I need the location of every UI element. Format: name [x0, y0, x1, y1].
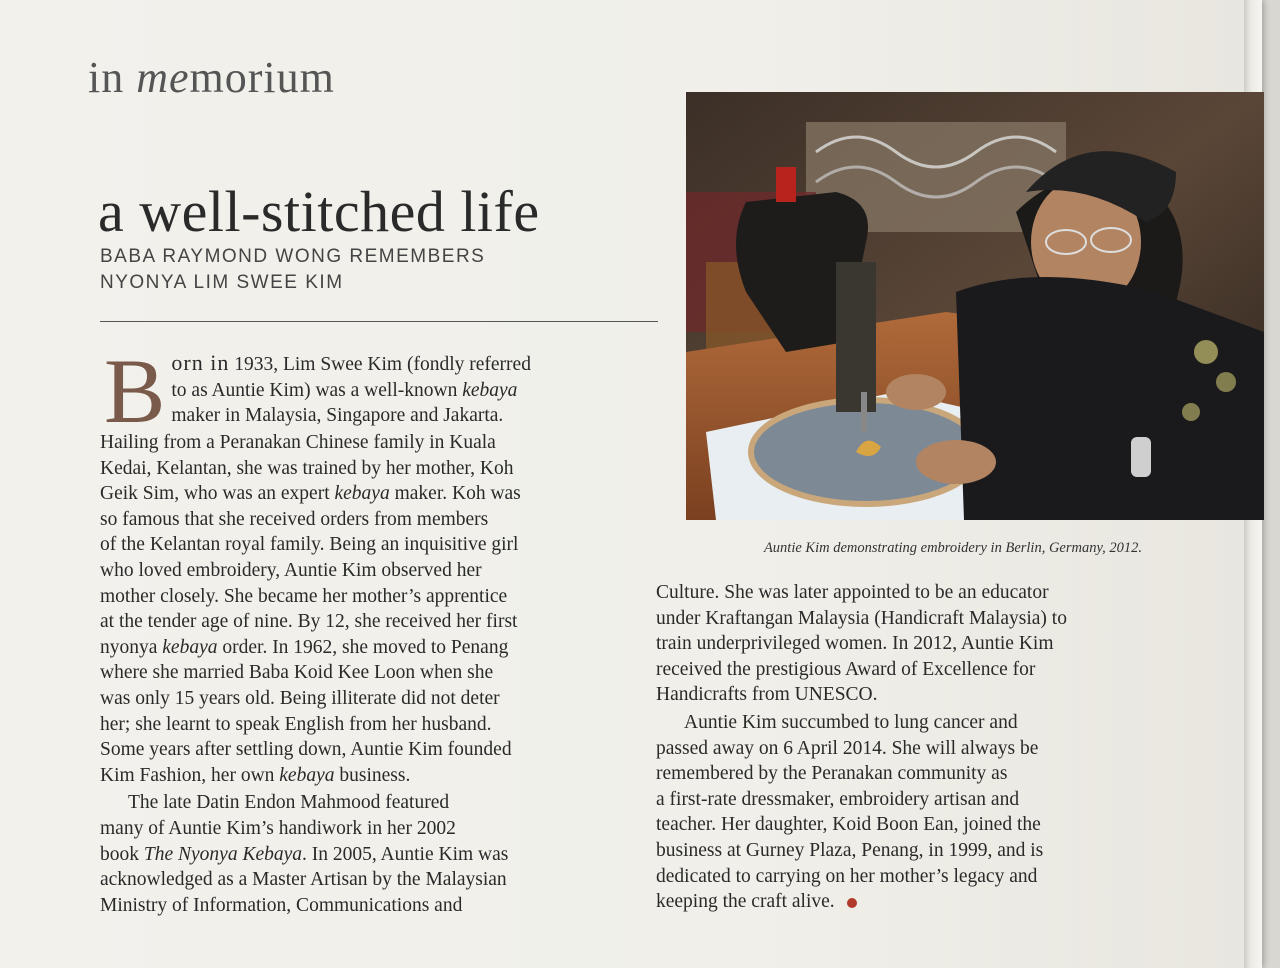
article-photo [686, 92, 1264, 520]
embroidery-photo-illustration [686, 92, 1264, 520]
paragraph-2: The late Datin Endon Mahmood featured many of Auntie Kim’s handiwork in her 2002 book The Nyonya Kebaya. In 2005, Auntie Kim was acknowledged as a Master Artisan by the Malaysian Ministry of Information, Communications and [100, 792, 509, 916]
article-headline: a well-stitched life [98, 179, 540, 244]
end-of-article-icon [847, 898, 857, 908]
paragraph-4: Auntie Kim succumbed to lung cancer and passed away on 6 April 2014. She will always be remembered by the Peranakan community as a first-rate dressmaker, embroidery artisan and teacher. Her daughter, Koid Boon Ean, joined the business at Gurney Plaza, Penang, in 1999, and is dedicated to carrying on her mother’s legacy and keeping the craft alive. [656, 711, 1044, 913]
subhead-line: BABA RAYMOND WONG REMEMBERS [100, 246, 486, 267]
subhead-line: NYONYA LIM SWEE KIM [100, 272, 344, 293]
photo-caption: Auntie Kim demonstrating embroidery in Berlin, Germany, 2012. [763, 540, 1142, 556]
divider-rule [100, 321, 658, 322]
section-label: in memorium [88, 53, 335, 102]
paragraph-3: Culture. She was later appointed to be an educator under Kraftangan Malaysia (Handicraft Malaysia) to train underprivileged women. In 2012, Auntie Kim received the prestigious Award of Excellence for Handicrafts from UNESCO. [656, 582, 1067, 706]
drop-cap: B [104, 340, 166, 442]
article-column-right [656, 580, 1176, 915]
paragraph-1: B orn in 1933, Lim Swee Kim (fondly referred to as Auntie Kim) was a well-known kebaya maker in Malaysia, Singapore and Jakarta. Hailing from a Peranakan Chinese family in Kuala Kedai, Kelantan, she was trained by her mother, Koh Geik Sim, who was an expert kebaya maker. Koh was so famous that she received orders from members of the Kelantan royal family. Being an inquisitive girl who loved embroidery, Auntie Kim observed her mother closely. She became her mother’s apprentice at the tender age of nine. By 12, she received her first nyonya kebaya order. In 1962, she moved to Penang where she married Baba Koid Kee Loon when she was only 15 years old. Being illiterate did not deter her; she learnt to speak English from her husband. Some years after settling down, Auntie Kim founded Kim Fashion, her own kebaya business. [100, 340, 531, 786]
article-subhead [100, 244, 485, 296]
article-column-left [100, 340, 648, 918]
